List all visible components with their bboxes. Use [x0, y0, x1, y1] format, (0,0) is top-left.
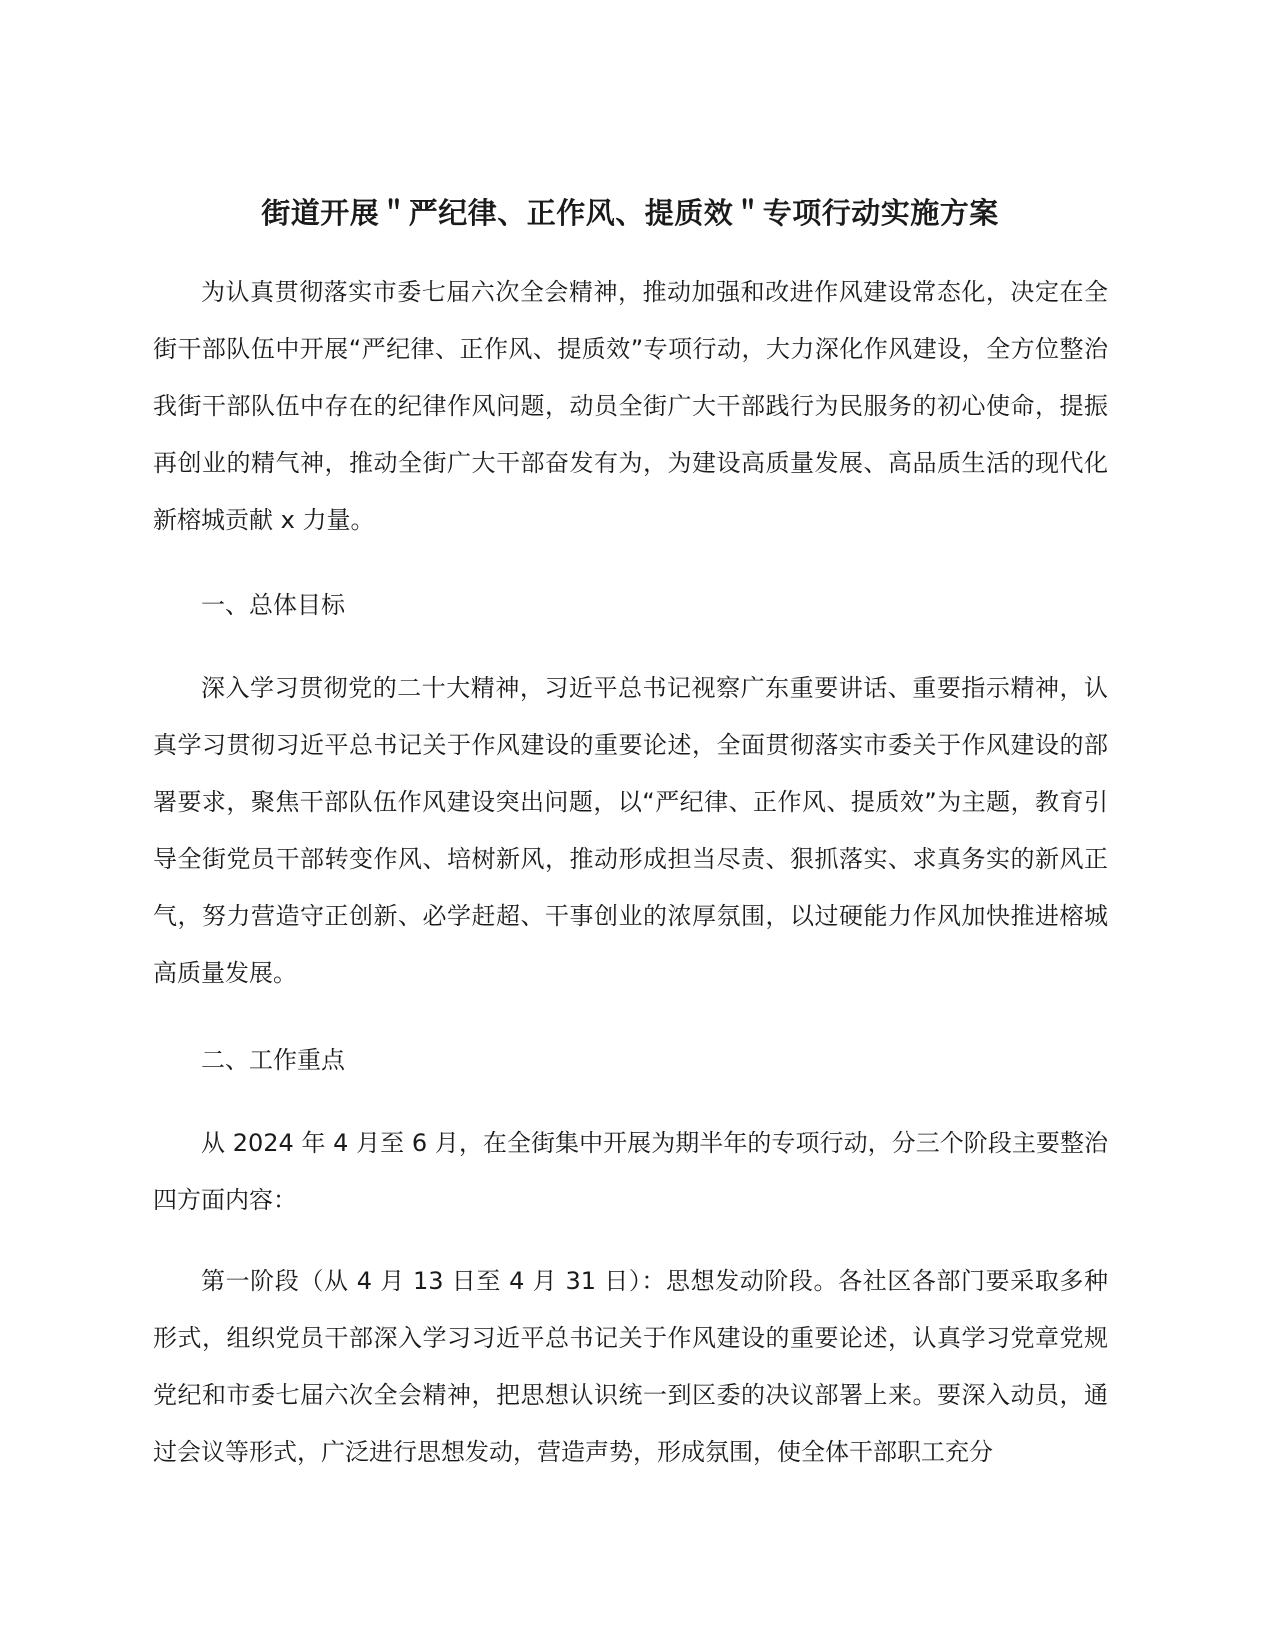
page-title: 街道开展＂严纪律、正作风、提质效＂专项行动实施方案 — [261, 196, 999, 230]
section-heading-work-focus: 二、工作重点 — [201, 1046, 345, 1074]
intro-paragraph: 为认真贯彻落实市委七届六次全会精神，推动加强和改进作风建设常态化，决定在全街干部队伍中开展“严纪律、正作风、提质效”专项行动，大力深化作风建设，全方位整治我街干部队伍中存在的纪律作风问题，动员全街广大干部践行为民服务的初心使命，提振再创业的精气神，推动全街广大干部奋发有为，为建设高质量发展、高品质生活的现代化新榕城贡献 x 力量。 — [153, 278, 1108, 534]
section-heading-overall-goal: 一、总体目标 — [201, 591, 345, 619]
stage-one-paragraph: 第一阶段（从 4 月 13 日至 4 月 31 日）：思想发动阶段。各社区各部门要采取多种形式，组织党员干部深入学习习近平总书记关于作风建设的重要论述，认真学习党章党规党纪和市委七届六次全会精神，把思想认识统一到区委的决议部署上来。要深入动员，通过会议等形式，广泛进行思想发动，营造声势，形成氛围，使全体干部职工充分 — [153, 1267, 1108, 1466]
overall-goal-paragraph: 深入学习贯彻党的二十大精神，习近平总书记视察广东重要讲话、重要指示精神，认真学习贯彻习近平总书记关于作风建设的重要论述，全面贯彻落实市委关于作风建设的部署要求，聚焦干部队伍作风建设突出问题，以“严纪律、正作风、提质效”为主题，教育引导全街党员干部转变作风、培树新风，推动形成担当尽责、狠抓落实、求真务实的新风正气，努力营造守正创新、必学赶超、干事创业的浓厚氛围，以过硬能力作风加快推进榕城高质量发展。 — [153, 674, 1108, 987]
work-focus-paragraph: 从 2024 年 4 月至 6 月，在全街集中开展为期半年的专项行动，分三个阶段主要整治四方面内容： — [153, 1129, 1108, 1214]
